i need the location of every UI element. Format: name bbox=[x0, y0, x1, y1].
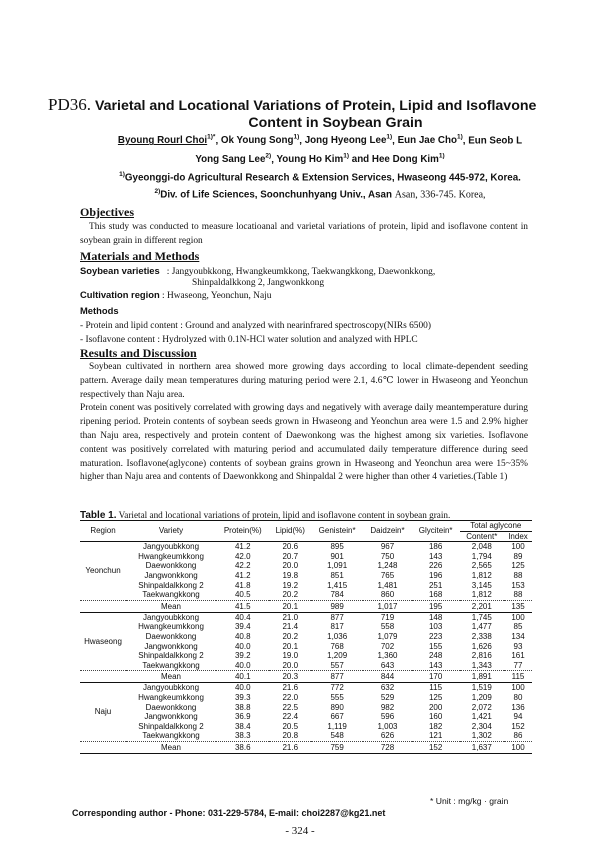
value-cell: 153 bbox=[511, 580, 525, 590]
methods-block bbox=[80, 265, 528, 346]
value-cell: 226 bbox=[428, 561, 443, 571]
mean-value-cell: 1,891 bbox=[460, 671, 504, 683]
value-cell: 1,003 bbox=[377, 721, 398, 731]
region-spacer-cell bbox=[80, 741, 126, 753]
region-cell: Hwaseong bbox=[84, 636, 122, 646]
value-cell: 39.3 bbox=[234, 692, 251, 702]
table-row bbox=[80, 693, 532, 703]
value-cell: 22.5 bbox=[282, 702, 299, 712]
value-cell: 1,421 bbox=[471, 712, 492, 722]
value-cell: 890 bbox=[330, 702, 344, 712]
mean-value-cell: 1,637 bbox=[460, 741, 504, 753]
l1-author-1 bbox=[221, 135, 299, 146]
value-cell: 41.8 bbox=[234, 580, 251, 590]
mean-value-cell: 152 bbox=[412, 741, 460, 753]
value-cell: 1,091 bbox=[327, 561, 348, 571]
value-cell: 100 bbox=[511, 683, 525, 693]
value-cell: 125 bbox=[511, 561, 525, 571]
value-cell: 643 bbox=[380, 660, 395, 670]
author-name: and Hee Dong Kim bbox=[351, 154, 439, 166]
results-text bbox=[80, 361, 528, 485]
table-row bbox=[80, 703, 532, 713]
mean-value-cell: 195 bbox=[412, 600, 460, 612]
mean-label-cell: Mean bbox=[126, 741, 216, 753]
value-cell: 38.3 bbox=[234, 731, 251, 741]
value-cell: 168 bbox=[428, 590, 443, 600]
value-cell: 1,794 bbox=[471, 551, 492, 561]
mean-value-cell: 844 bbox=[363, 671, 411, 683]
objectives-heading: Objectives bbox=[80, 205, 134, 219]
variety-cell: Jangyoubkkong bbox=[142, 683, 200, 693]
table-row bbox=[80, 561, 532, 571]
results-paragraph-1: Soybean cultivated in northern area showed more growing days according to local climate-dependent seeding pattern. Average daily mean temperatures during maturing period were 2.1, 4.6℃ lower in Hwaseong and Yeonchun respectively than Naju area. bbox=[80, 362, 528, 400]
table-row bbox=[80, 683, 532, 693]
author-affil-marker: 1) bbox=[438, 153, 445, 160]
objectives-paragraph: This study was conducted to measure locatioanal and varietal variations of protein, lipid and isoflavone content in soybean grain in different region bbox=[80, 222, 528, 247]
value-cell: 2,565 bbox=[471, 561, 492, 571]
author-affil-marker: 1) bbox=[293, 134, 300, 141]
mean-value-cell: 21.6 bbox=[269, 741, 311, 753]
value-cell: 1,626 bbox=[471, 641, 492, 651]
col-content: Content* bbox=[460, 531, 504, 542]
results-heading: Results and Discussion bbox=[80, 346, 197, 360]
author-name: Ok Young Song bbox=[220, 135, 294, 147]
affil-2-tail: Asan, 336-745. Korea, bbox=[394, 189, 486, 201]
value-cell: 182 bbox=[428, 721, 443, 731]
col-variety: Variety bbox=[126, 521, 216, 542]
mean-row bbox=[80, 741, 532, 753]
value-cell: 40.4 bbox=[234, 612, 251, 622]
value-cell: 719 bbox=[380, 612, 395, 622]
value-cell: 40.0 bbox=[234, 660, 251, 670]
table-unit-note: * Unit : mg/kg · grain bbox=[430, 796, 509, 806]
author-name: Young Ho Kim bbox=[276, 154, 344, 166]
paper-title bbox=[48, 96, 568, 132]
table-row bbox=[80, 722, 532, 732]
value-cell: 125 bbox=[428, 692, 443, 702]
value-cell: 750 bbox=[380, 551, 395, 561]
value-cell: 36.9 bbox=[234, 712, 251, 722]
value-cell: 2,338 bbox=[471, 631, 492, 641]
mean-row bbox=[80, 600, 532, 612]
value-cell: 2,072 bbox=[471, 702, 492, 712]
soy-varieties-label: Soybean varieties bbox=[80, 265, 160, 276]
mean-value-cell: 989 bbox=[311, 600, 363, 612]
mean-row bbox=[80, 671, 532, 683]
cultivation-region-label: Cultivation region bbox=[80, 289, 160, 300]
objectives-text bbox=[80, 220, 528, 249]
value-cell: 817 bbox=[330, 622, 344, 632]
value-cell: 22.4 bbox=[282, 712, 299, 722]
methods-label: Methods bbox=[80, 305, 119, 316]
table-row bbox=[80, 612, 532, 622]
author-name: Yong Sang Lee bbox=[195, 154, 266, 166]
variety-cell: Hwangkeumkkong bbox=[138, 622, 204, 632]
value-cell: 1,360 bbox=[377, 651, 398, 661]
affil-1-text: Gyeonggi-do Agricultural Research & Extension Services, Hwaseong 445-972, Korea. bbox=[124, 172, 521, 184]
table-row bbox=[80, 552, 532, 562]
variety-cell: Taekwangkkong bbox=[142, 660, 200, 670]
author-affil-marker: 2) bbox=[265, 153, 272, 160]
value-cell: 877 bbox=[330, 612, 344, 622]
mean-value-cell: 1,017 bbox=[363, 600, 411, 612]
value-cell: 21.0 bbox=[282, 612, 299, 622]
col-total-aglycone: Total aglycone bbox=[460, 521, 532, 532]
value-cell: 772 bbox=[330, 683, 344, 693]
value-cell: 161 bbox=[511, 651, 525, 661]
table-row bbox=[80, 731, 532, 741]
value-cell: 88 bbox=[513, 590, 523, 600]
method-isoflavone: - Isoflavone content : Hydrolyzed with 0.1N-HCl water solution and analyzed with HPLC bbox=[80, 335, 418, 345]
value-cell: 121 bbox=[428, 731, 443, 741]
l2-author-0 bbox=[195, 154, 271, 165]
mean-value-cell: 728 bbox=[363, 741, 411, 753]
value-cell: 38.8 bbox=[234, 702, 251, 712]
variety-cell: Taekwangkkong bbox=[142, 731, 200, 741]
value-cell: 20.2 bbox=[282, 590, 299, 600]
region-spacer-cell bbox=[80, 671, 126, 683]
mean-value-cell: 41.5 bbox=[216, 600, 269, 612]
value-cell: 100 bbox=[511, 542, 525, 552]
value-cell: 103 bbox=[428, 622, 443, 632]
value-cell: 632 bbox=[380, 683, 395, 693]
mean-value-cell: 2,201 bbox=[460, 600, 504, 612]
l2-author-1 bbox=[276, 154, 349, 165]
region-spacer-cell bbox=[80, 600, 126, 612]
value-cell: 88 bbox=[513, 570, 523, 580]
value-cell: 136 bbox=[511, 702, 525, 712]
value-cell: 1,248 bbox=[377, 561, 398, 571]
value-cell: 100 bbox=[511, 612, 525, 622]
value-cell: 248 bbox=[428, 651, 443, 661]
value-cell: 1,745 bbox=[471, 612, 492, 622]
value-cell: 143 bbox=[428, 660, 443, 670]
table-row bbox=[80, 632, 532, 642]
variety-cell: Jangwonkkong bbox=[144, 570, 198, 580]
value-cell: 3,145 bbox=[471, 580, 492, 590]
affil-1-marker: 1) bbox=[119, 171, 125, 178]
results-paragraph-2: Protein conent was positively correlated with growing days and negatively with average daily meantemperature during ripening period. Protein contents of soybean seeds grown in Hwaseong and Yeonchun area were 1.5 and 2.9% higher than Naju area, respectively and protein content of Daewonkong was the highest among six varieties. Isoflavone content was positively correlated with maturing period and accumulated daily temperature difference during seed maturation. Isoflavone(aglycone) contents of soybean grains grown in Hwaseong and Yeonchun area were 15~35% higher than Naju area and contents of Daewonkkong and Shinpaldal 2 were higher than other 4 varieties.(Table 1) bbox=[80, 403, 528, 483]
value-cell: 22.0 bbox=[282, 692, 299, 702]
value-cell: 784 bbox=[330, 590, 344, 600]
affiliation-1 bbox=[60, 171, 580, 183]
value-cell: 40.0 bbox=[234, 641, 251, 651]
mean-value-cell: 38.6 bbox=[216, 741, 269, 753]
mean-value-cell: 877 bbox=[311, 671, 363, 683]
value-cell: 626 bbox=[380, 731, 395, 741]
col-lipid: Lipid(%) bbox=[269, 521, 311, 542]
cultivation-region-text: : Hwaseong, Yeonchun, Naju bbox=[162, 291, 272, 301]
value-cell: 41.2 bbox=[234, 570, 251, 580]
table-row bbox=[80, 642, 532, 652]
value-cell: 2,816 bbox=[471, 651, 492, 661]
value-cell: 555 bbox=[330, 692, 344, 702]
variety-cell: Jangwonkkong bbox=[144, 641, 198, 651]
region-cell: Naju bbox=[94, 707, 112, 717]
variety-cell: Daewonkkong bbox=[145, 702, 197, 712]
abstract-id: PD36. bbox=[48, 95, 91, 114]
value-cell: 155 bbox=[428, 641, 443, 651]
value-cell: 1,343 bbox=[471, 660, 492, 670]
soy-varieties-text-2: Shinpaldalkkong 2, Jangwonkkong bbox=[192, 278, 325, 288]
value-cell: 143 bbox=[428, 551, 443, 561]
author-name: Jong Hyeong Lee bbox=[304, 135, 387, 147]
mean-value-cell: 759 bbox=[311, 741, 363, 753]
variety-cell: Jangyoubkkong bbox=[142, 612, 200, 622]
value-cell: 860 bbox=[380, 590, 395, 600]
variety-cell: Daewonkkong bbox=[145, 561, 197, 571]
corresponding-author: Corresponding author - Phone: 031-229-5784, E-mail: choi2287@kg21.net bbox=[72, 808, 386, 818]
mean-value-cell: 170 bbox=[412, 671, 460, 683]
variety-cell: Daewonkkong bbox=[145, 631, 197, 641]
value-cell: 19.0 bbox=[282, 651, 299, 661]
value-cell: 39.2 bbox=[234, 651, 251, 661]
value-cell: 982 bbox=[380, 702, 395, 712]
value-cell: 901 bbox=[330, 551, 344, 561]
value-cell: 20.8 bbox=[282, 731, 299, 741]
table-row bbox=[80, 542, 532, 552]
mean-label-cell: Mean bbox=[126, 671, 216, 683]
value-cell: 251 bbox=[428, 580, 443, 590]
author-line-2: Yong Sang Lee$^{2)}$, Young Ho Kim$^{1)}$ and Hee Dong Kim$^{1)}$ bbox=[195, 153, 445, 166]
mean-value-cell: 135 bbox=[504, 600, 532, 612]
value-cell: 85 bbox=[513, 622, 523, 632]
table-row bbox=[80, 651, 532, 661]
value-cell: 20.7 bbox=[282, 551, 299, 561]
value-cell: 42.0 bbox=[234, 551, 251, 561]
value-cell: 768 bbox=[330, 641, 344, 651]
value-cell: 529 bbox=[380, 692, 395, 702]
value-cell: 186 bbox=[428, 542, 443, 552]
variety-cell: Shinpaldalkkong 2 bbox=[138, 580, 204, 590]
value-cell: 895 bbox=[330, 542, 344, 552]
table-body bbox=[80, 542, 532, 754]
value-cell: 1,812 bbox=[471, 590, 492, 600]
value-cell: 38.4 bbox=[234, 721, 251, 731]
l1-author-4 bbox=[468, 135, 522, 146]
affiliation-2 bbox=[60, 188, 580, 200]
table-caption-label: Table 1. bbox=[80, 510, 117, 521]
value-cell: 558 bbox=[380, 622, 395, 632]
value-cell: 152 bbox=[511, 721, 525, 731]
value-cell: 148 bbox=[428, 612, 443, 622]
col-region: Region bbox=[80, 521, 126, 542]
region-cell: Yeonchun bbox=[85, 566, 121, 576]
variety-cell: Shinpaldalkkong 2 bbox=[138, 721, 204, 731]
value-cell: 160 bbox=[428, 712, 443, 722]
value-cell: 39.4 bbox=[234, 622, 251, 632]
value-cell: 667 bbox=[330, 712, 344, 722]
value-cell: 80 bbox=[513, 692, 523, 702]
value-cell: 19.2 bbox=[282, 580, 299, 590]
value-cell: 967 bbox=[380, 542, 395, 552]
value-cell: 21.4 bbox=[282, 622, 299, 632]
author-affil-marker: 1) bbox=[386, 134, 393, 141]
author-name: Eun Jae Cho bbox=[397, 135, 457, 147]
value-cell: 1,519 bbox=[471, 683, 492, 693]
variety-cell: Taekwangkkong bbox=[142, 590, 200, 600]
col-index: Index bbox=[504, 531, 532, 542]
value-cell: 1,477 bbox=[471, 622, 492, 632]
value-cell: 765 bbox=[380, 570, 395, 580]
value-cell: 20.0 bbox=[282, 660, 299, 670]
value-cell: 19.8 bbox=[282, 570, 299, 580]
table-header-row bbox=[80, 521, 532, 532]
author-affil-marker: 1) bbox=[343, 153, 350, 160]
table-row bbox=[80, 622, 532, 632]
value-cell: 89 bbox=[513, 551, 523, 561]
value-cell: 1,302 bbox=[471, 731, 492, 741]
value-cell: 1,209 bbox=[471, 692, 492, 702]
value-cell: 1,415 bbox=[327, 580, 348, 590]
value-cell: 1,481 bbox=[377, 580, 398, 590]
value-cell: 851 bbox=[330, 570, 344, 580]
value-cell: 1,036 bbox=[327, 631, 348, 641]
variety-cell: Jangyoubkkong bbox=[142, 542, 200, 552]
value-cell: 42.2 bbox=[234, 561, 251, 571]
value-cell: 86 bbox=[513, 731, 523, 741]
col-daidzein: Daidzein* bbox=[363, 521, 411, 542]
value-cell: 1,119 bbox=[327, 721, 347, 731]
value-cell: 40.0 bbox=[234, 683, 251, 693]
table-row bbox=[80, 590, 532, 600]
value-cell: 196 bbox=[428, 570, 443, 580]
value-cell: 21.6 bbox=[282, 683, 299, 693]
soy-varieties-text: : Jangyoubkkong, Hwangkeumkkong, Taekwangkkong, Daewonkkong, bbox=[166, 267, 436, 277]
value-cell: 1,812 bbox=[471, 570, 492, 580]
value-cell: 557 bbox=[330, 660, 344, 670]
value-cell: 702 bbox=[380, 641, 395, 651]
title-line-1: Varietal and Locational Variations of Protein, Lipid and Isoflavone bbox=[94, 98, 537, 114]
value-cell: 596 bbox=[380, 712, 395, 722]
methods-heading: Materials and Methods bbox=[80, 249, 200, 263]
author-line-1: Byoung Rourl Choi$^{1)*}$, Ok Young Song$^{1)}$, Jong Hyeong Lee$^{1)}$, Eun Jae Cho$^{1)}$, Eun Seob L bbox=[117, 134, 523, 147]
page-number: - 324 - bbox=[285, 825, 315, 837]
table-row bbox=[80, 571, 532, 581]
value-cell: 40.8 bbox=[234, 631, 251, 641]
value-cell: 1,209 bbox=[327, 651, 348, 661]
value-cell: 20.0 bbox=[282, 561, 299, 571]
affil-2-text: Div. of Life Sciences, Soonchunhyang Univ., Asan bbox=[160, 189, 392, 201]
value-cell: 93 bbox=[513, 641, 523, 651]
value-cell: 20.2 bbox=[282, 631, 299, 641]
col-genistein: Genistein* bbox=[311, 521, 363, 542]
variety-cell: Hwangkeumkkong bbox=[138, 551, 204, 561]
variety-cell: Shinpaldalkkong 2 bbox=[138, 651, 204, 661]
value-cell: 548 bbox=[330, 731, 344, 741]
table-row bbox=[80, 661, 532, 671]
value-cell: 2,048 bbox=[471, 542, 492, 552]
l1-author-0 bbox=[118, 135, 216, 146]
value-cell: 134 bbox=[511, 631, 525, 641]
value-cell: 41.2 bbox=[234, 542, 251, 552]
l1-author-2 bbox=[305, 135, 392, 146]
col-protein: Protein(%) bbox=[216, 521, 269, 542]
value-cell: 77 bbox=[513, 660, 523, 670]
table-row bbox=[80, 712, 532, 722]
mean-value-cell: 100 bbox=[504, 741, 532, 753]
mean-value-cell: 20.3 bbox=[269, 671, 311, 683]
author-name: Byoung Rourl Choi bbox=[117, 135, 208, 147]
value-cell: 94 bbox=[513, 712, 523, 722]
value-cell: 1,079 bbox=[377, 631, 398, 641]
variety-cell: Hwangkeumkkong bbox=[138, 692, 204, 702]
mean-value-cell: 40.1 bbox=[216, 671, 269, 683]
mean-value-cell: 115 bbox=[504, 671, 532, 683]
value-cell: 20.1 bbox=[282, 641, 299, 651]
mean-value-cell: 20.1 bbox=[269, 600, 311, 612]
author-affil-marker: 1) bbox=[456, 134, 463, 141]
results-table bbox=[80, 520, 532, 754]
value-cell: 40.5 bbox=[234, 590, 251, 600]
variety-cell: Jangwonkkong bbox=[144, 712, 198, 722]
method-protein-lipid: - Protein and lipid content : Ground and analyzed with nearinfrared spectroscopy(NIRs 6500) bbox=[80, 321, 431, 331]
table-row bbox=[80, 581, 532, 591]
mean-label-cell: Mean bbox=[126, 600, 216, 612]
value-cell: 20.6 bbox=[282, 542, 299, 552]
l1-author-3 bbox=[398, 135, 463, 146]
value-cell: 115 bbox=[429, 683, 443, 693]
table-caption-text: Varietal and locational variations of protein, lipid and isoflavone content in soybean grain. bbox=[118, 510, 451, 520]
col-glycitein: Glycitein* bbox=[412, 521, 460, 542]
value-cell: 200 bbox=[428, 702, 443, 712]
value-cell: 223 bbox=[428, 631, 443, 641]
author-name: Eun Seob L bbox=[468, 135, 523, 147]
title-line-2: Content in Soybean Grain bbox=[248, 115, 423, 131]
value-cell: 20.5 bbox=[282, 721, 299, 731]
value-cell: 2,304 bbox=[471, 721, 492, 731]
affil-2-marker: 2) bbox=[154, 188, 161, 195]
l2-author-2 bbox=[352, 154, 445, 165]
author-affil-marker: 1)* bbox=[207, 134, 216, 141]
